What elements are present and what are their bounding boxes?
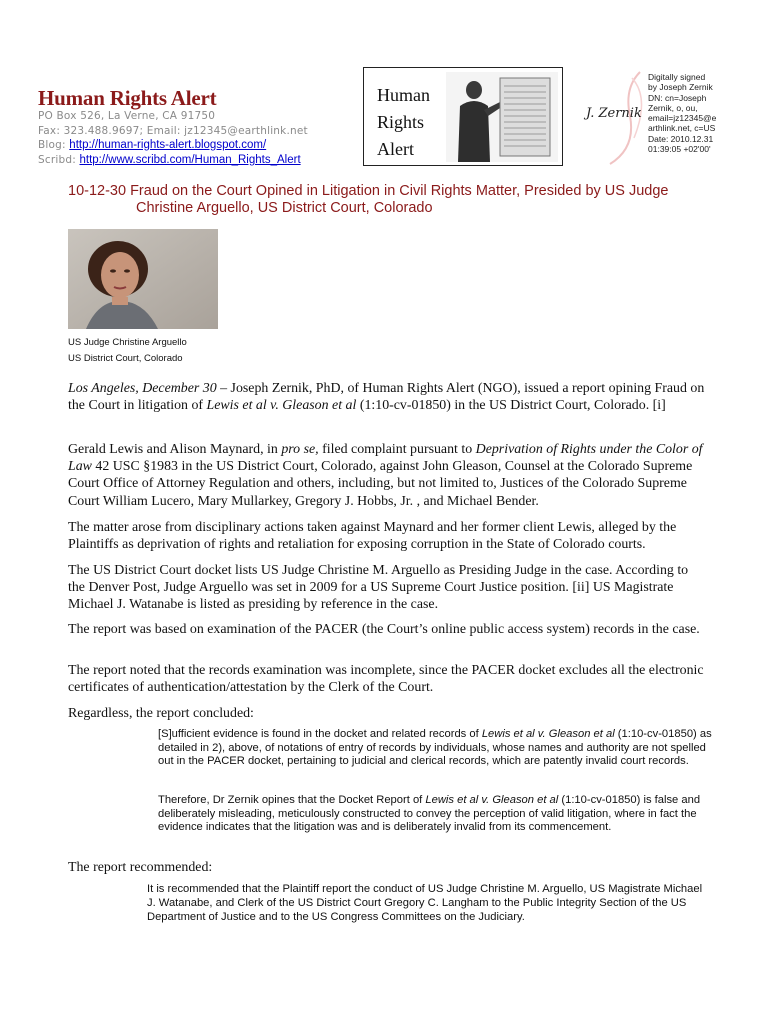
photo-caption-line-2: US District Court, Colorado	[68, 353, 183, 364]
title-line-2: Christine Arguello, US District Court, Colorado	[136, 200, 433, 216]
q2-text-b: (1:10-cv-01850) is false and deliberately misleading, meticulously constructed to convey the perception of valid litigation, where in fact the evidence indicates that the litigation was and is deliberately invalid from its commencement.	[158, 794, 701, 834]
judge-photo	[68, 229, 218, 329]
photo-caption-line-1: US Judge Christine Arguello	[68, 337, 187, 348]
address-line: PO Box 526, La Verne, CA 91750	[38, 110, 216, 122]
scribd-label: Scribd:	[38, 154, 76, 166]
deprivation-of-rights: Deprivation of Rights under the Color of Law	[68, 442, 703, 475]
sig-line: email=jz12345@e	[648, 113, 717, 124]
paragraph-4: The US District Court docket lists US Judge Christine M. Arguello as Presiding Judge in the case. According to the Denver Post, Judge Arguello was set in 2009 for a US Supreme Court Justice position. [ii] US Magistrate Michael J. Watanabe is listed as presiding by reference in the case.	[68, 563, 689, 613]
logo-word-rights: Rights	[377, 112, 425, 132]
paragraph-7: Regardless, the report concluded:	[68, 706, 254, 721]
p2-text-a: Gerald Lewis and Alison Maynard, in	[68, 442, 282, 457]
sig-line: Date: 2010.12.31	[648, 133, 714, 144]
organization-name: Human Rights Alert	[38, 86, 217, 110]
dateline: Los Angeles, December 30	[68, 381, 217, 396]
recommendation-quote: It is recommended that the Plaintiff report the conduct of US Judge Christine M. Arguello, US Magistrate Michael J. Watanabe, and Clerk of the US District Court Gregory C. Langham to the Public Integrity Section of the US Department of Justice and to the US Congress Committees on the Judiciary.	[147, 883, 703, 923]
logo-word-human: Human	[377, 85, 430, 105]
quote-1	[158, 728, 718, 769]
p2-text-c: 42 USC §1983 in the US District Court, Colorado, against John Gleason, Counsel at the Colorado Supreme Court Office of Attorney Regulation and others, including, but not limited to, Justices of the Colorado Supreme Court William Lucero, Mary Mullarkey, Gregory J. Hobbs, Jr. , and Michael Bender.	[68, 459, 693, 509]
hra-logo	[363, 67, 563, 166]
scribd-link[interactable]: http://www.scribd.com/Human_Rights_Alert	[79, 154, 301, 166]
case-name: Lewis et al v. Gleason et al	[206, 398, 357, 414]
blog-line	[38, 139, 266, 151]
q2-text-a: Therefore, Dr Zernik opines that the Docket Report of	[158, 794, 426, 806]
p2-text-b: filed complaint pursuant to	[318, 442, 476, 457]
paragraph-2	[68, 441, 708, 510]
digital-signature-block	[648, 72, 716, 154]
quote-2	[158, 794, 718, 835]
p1-text-b: (1:10-cv-01850) in the US District Court, Colorado. [i]	[356, 398, 666, 414]
paragraph-3: The matter arose from disciplinary actions taken against Maynard and her former client Lewis, alleged by the Plaintiffs as deprivation of rights and retaliation for exposing corruption in the State of Colorado courts.	[68, 520, 677, 553]
blog-link[interactable]: http://human-rights-alert.blogspot.com/	[69, 139, 267, 151]
sig-line: by Joseph Zernik	[648, 82, 713, 93]
case-name: Lewis et al v. Gleason et al	[425, 794, 559, 806]
sig-line: Zernik, o, ou,	[648, 102, 698, 113]
document-title	[68, 183, 708, 217]
sig-line: Digitally signed	[648, 72, 706, 82]
p1-text-a: – Joseph Zernik, PhD, of Human Rights Alert (NGO), issued a report opining Fraud on the Court in litigation of	[68, 381, 705, 414]
paragraph-6: The report noted that the records examination was incomplete, since the PACER docket excludes all the electronic certificates of authentication/attestation by the Clerk of the Court.	[68, 663, 704, 696]
sig-line: 01:39:05 +02'00'	[648, 144, 711, 155]
paragraph-5: The report was based on examination of the PACER (the Court’s online public access system) records in the case.	[68, 622, 700, 637]
logo-figure-image	[446, 72, 558, 162]
title-line-1: 10-12-30 Fraud on the Court Opined in Litigation in Civil Rights Matter, Presided by US Judge	[68, 183, 669, 199]
q1-text-a: [S]ufficient evidence is found in the docket and related records of	[158, 728, 482, 740]
fax-email-line: Fax: 323.488.9697; Email: jz12345@earthlink.net	[38, 125, 308, 137]
paragraph-8: The report recommended:	[68, 860, 213, 875]
blog-label: Blog:	[38, 139, 66, 151]
scribd-line	[38, 154, 301, 166]
sig-line: DN: cn=Joseph	[648, 92, 707, 103]
logo-word-alert: Alert	[377, 139, 414, 159]
pro-se: pro se,	[281, 442, 319, 457]
q1-text-b: (1:10-cv-01850) as detailed in 2), above, of notations of entry of records by individuals, whose names and authority are not spelled out in the PACER docket, pertaining to judicial and clerical records, which are patently invalid court records.	[158, 728, 712, 768]
signature-scribble: J. Zernik	[586, 106, 642, 121]
paragraph-1	[68, 380, 708, 414]
case-name: Lewis et al v. Gleason et al	[481, 728, 615, 740]
sig-line: arthlink.net, c=US	[648, 123, 716, 134]
